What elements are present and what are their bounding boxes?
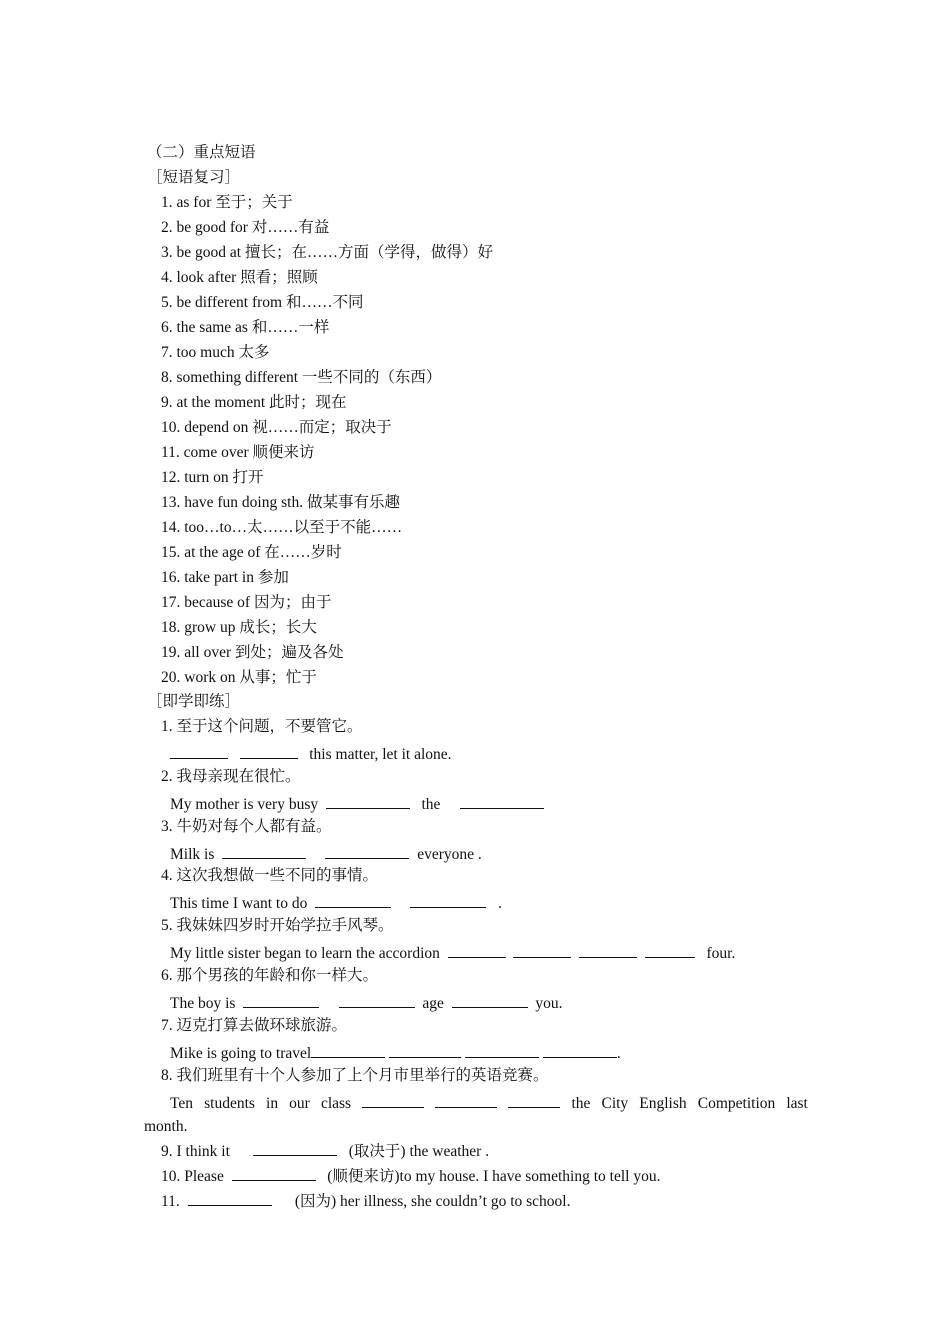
phrase-item: 18. grow up 成长；长大 (161, 619, 317, 636)
phrase-item: 11. come over 顺便来访 (161, 444, 315, 461)
phrase-item: 20. work on 从事；忙于 (161, 669, 317, 686)
exercise-9 (161, 1141, 489, 1162)
answer-blank[interactable] (543, 1043, 617, 1058)
section-title: （二）重点短语 (147, 144, 256, 161)
exercise-10-text: 10. Please (161, 1168, 224, 1185)
exercise-8-word: City (601, 1095, 629, 1112)
exercise-5-chinese: 5. 我妹妹四岁时开始学拉手风琴。 (161, 917, 394, 934)
answer-blank[interactable] (326, 794, 410, 809)
exercise-8-word: Competition (697, 1095, 776, 1112)
exercise-6-text: you. (535, 995, 563, 1012)
phrase-item: 3. be good at 擅长；在……方面（学得，做得）好 (161, 244, 493, 261)
answer-blank[interactable] (362, 1093, 424, 1108)
exercise-3-text: Milk is (170, 846, 215, 863)
exercise-8-word: students (204, 1095, 255, 1112)
exercise-6-chinese: 6. 那个男孩的年龄和你一样大。 (161, 967, 379, 984)
phrase-item: 4. look after 照看；照顾 (161, 269, 318, 286)
phrase-item: 9. at the moment 此时；现在 (161, 394, 347, 411)
practice-heading: ［即学即练］ (147, 693, 241, 710)
exercise-4-english (170, 893, 502, 914)
exercise-1-chinese: 1. 至于这个问题，不要管它。 (161, 718, 363, 735)
exercise-11-text: (因为) her illness, she couldn’t go to school. (294, 1193, 571, 1210)
exercise-7-english (170, 1043, 621, 1064)
answer-blank[interactable] (339, 993, 415, 1008)
answer-blank[interactable] (465, 1043, 539, 1058)
answer-blank[interactable] (508, 1093, 560, 1108)
exercise-3-english (170, 844, 482, 865)
exercise-9-text: (取决于) the weather . (348, 1143, 490, 1160)
phrase-item: 15. at the age of 在……岁时 (161, 544, 342, 561)
exercise-5-text: four. (706, 945, 736, 962)
answer-blank[interactable] (243, 993, 319, 1008)
exercise-7-text: Mike is going to travel (170, 1045, 312, 1062)
exercise-8-continuation: month. (144, 1118, 188, 1135)
phrase-item: 16. take part in 参加 (161, 569, 289, 586)
exercise-8-word: Ten (170, 1095, 194, 1112)
exercise-11-text: 11. (161, 1193, 180, 1210)
answer-blank[interactable] (410, 893, 486, 908)
exercise-8-word: the (571, 1095, 591, 1112)
exercise-6-text: age (422, 995, 444, 1012)
exercise-11 (161, 1191, 570, 1212)
phrase-item: 2. be good for 对……有益 (161, 219, 330, 236)
answer-blank[interactable] (315, 893, 391, 908)
phrase-item: 8. something different 一些不同的（东西） (161, 369, 442, 386)
answer-blank[interactable] (460, 794, 544, 809)
phrase-item: 17. because of 因为；由于 (161, 594, 332, 611)
exercise-2-text: the (421, 796, 441, 813)
phrase-item: 12. turn on 打开 (161, 469, 264, 486)
exercise-8-word: class (320, 1095, 352, 1112)
exercise-6-text: The boy is (170, 995, 236, 1012)
exercise-5-text: My little sister began to learn the accordion (170, 945, 440, 962)
exercise-10-text: (顺便来访)to my house. I have something to tell you. (327, 1168, 661, 1185)
phrase-item: 6. the same as 和……一样 (161, 319, 330, 336)
exercise-8-chinese: 8. 我们班里有十个人参加了上个月市里举行的英语竞赛。 (161, 1067, 549, 1084)
exercise-3-text: everyone . (417, 846, 482, 863)
answer-blank[interactable] (513, 943, 571, 958)
phrase-item: 13. have fun doing sth. 做某事有乐趣 (161, 494, 400, 511)
exercise-6-english (170, 993, 562, 1014)
answer-blank[interactable] (579, 943, 637, 958)
exercise-4-text: This time I want to do (170, 895, 308, 912)
answer-blank[interactable] (253, 1141, 337, 1156)
exercise-2-english (170, 794, 544, 815)
answer-blank[interactable] (452, 993, 528, 1008)
exercise-1-english (170, 744, 452, 765)
answer-blank[interactable] (311, 1043, 385, 1058)
exercise-9-text: 9. I think it (161, 1143, 230, 1160)
phrase-item: 7. too much 太多 (161, 344, 270, 361)
exercise-7-chinese: 7. 迈克打算去做环球旅游。 (161, 1017, 348, 1034)
phrase-review-heading: ［短语复习］ (147, 169, 241, 186)
phrase-item: 14. too…to…太……以至于不能…… (161, 519, 403, 536)
answer-blank[interactable] (188, 1191, 272, 1206)
exercise-4-text: . (498, 895, 502, 912)
answer-blank[interactable] (232, 1166, 316, 1181)
answer-blank[interactable] (645, 943, 695, 958)
phrase-item: 1. as for 至于；关于 (161, 194, 293, 211)
exercise-7-text: . (616, 1045, 621, 1062)
exercise-8-word: last (786, 1095, 808, 1112)
exercise-10 (161, 1166, 660, 1187)
exercise-2-chinese: 2. 我母亲现在很忙。 (161, 768, 301, 785)
answer-blank[interactable] (222, 844, 306, 859)
exercise-3-chinese: 3. 牛奶对每个人都有益。 (161, 818, 332, 835)
exercise-8-word: our (289, 1095, 310, 1112)
exercise-8-word: English (639, 1095, 687, 1112)
answer-blank[interactable] (325, 844, 409, 859)
phrase-item: 10. depend on 视……而定；取决于 (161, 419, 392, 436)
answer-blank[interactable] (435, 1093, 497, 1108)
answer-blank[interactable] (448, 943, 506, 958)
answer-blank[interactable] (240, 744, 298, 759)
phrase-item: 19. all over 到处；遍及各处 (161, 644, 344, 661)
exercise-8-english (170, 1093, 808, 1114)
exercise-5-english (170, 943, 735, 964)
exercise-8-word: in (266, 1095, 279, 1112)
answer-blank[interactable] (389, 1043, 461, 1058)
exercise-2-text: My mother is very busy (170, 796, 319, 813)
exercise-1-text: this matter, let it alone. (309, 746, 452, 763)
phrase-item: 5. be different from 和……不同 (161, 294, 364, 311)
exercise-4-chinese: 4. 这次我想做一些不同的事情。 (161, 867, 379, 884)
answer-blank[interactable] (170, 744, 228, 759)
